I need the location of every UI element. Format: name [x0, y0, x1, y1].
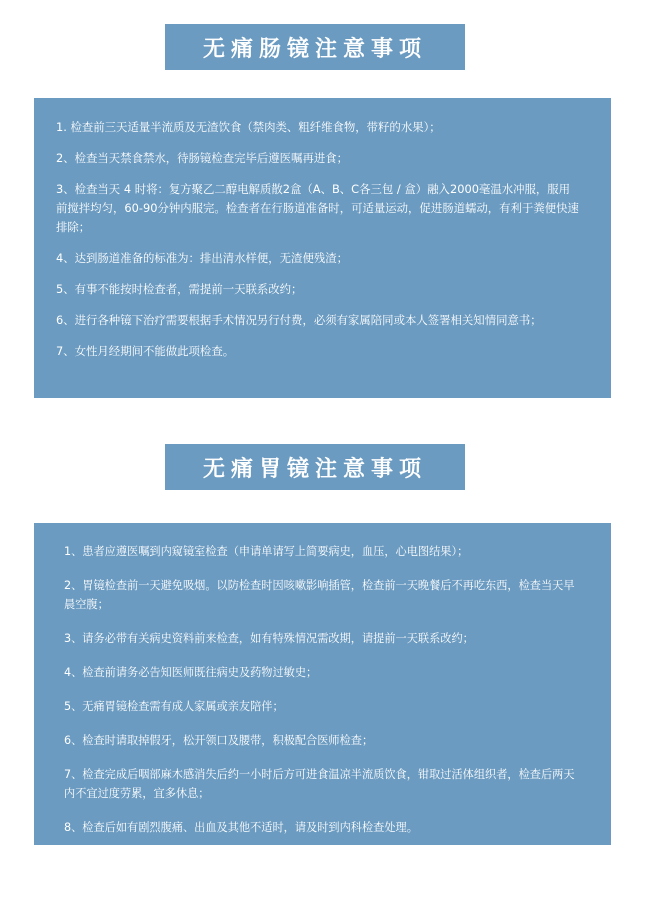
colonoscopy-item-2: 2、检查当天禁食禁水，待肠镜检查完毕后遵医嘱再进食；	[56, 151, 349, 165]
colonoscopy-item-6: 6、进行各种镜下治疗需要根据手术情况另行付费，必须有家属陪同或本人签署相关知情同意书；	[56, 313, 542, 327]
gastroscopy-notes-panel	[34, 523, 611, 845]
gastroscopy-item-8: 8、检查后如有剧烈腹痛、出血及其他不适时，请及时到内科检查处理。	[64, 821, 418, 834]
colonoscopy-notes-panel	[34, 98, 611, 398]
gastroscopy-item-5: 5、无痛胃镜检查需有成人家属或亲友陪伴；	[64, 700, 284, 713]
gastroscopy-item-4: 4、检查前请务必告知医师既往病史及药物过敏史；	[64, 666, 318, 679]
gastroscopy-item-6: 6、检查时请取掉假牙，松开领口及腰带，积极配合医师检查；	[64, 734, 374, 747]
gastroscopy-item-3: 3、请务必带有关病史资料前来检查，如有特殊情况需改期，请提前一天联系改约；	[64, 632, 474, 645]
colonoscopy-title: 无痛肠镜注意事项	[165, 24, 465, 70]
gastroscopy-item-7: 7、检查完成后咽部麻木感消失后约一小时后方可进食温凉半流质饮食，钳取过活体组织者，检查后两天内不宜过度劳累，宜多休息；	[64, 768, 575, 800]
colonoscopy-item-5: 5、有事不能按时检查者，需提前一天联系改约；	[56, 282, 303, 296]
colonoscopy-item-7: 7、女性月经期间不能做此项检查。	[56, 344, 235, 358]
gastroscopy-item-2: 2、胃镜检查前一天避免吸烟。以防检查时因咳嗽影响插管，检查前一天晚餐后不再吃东西，检查当天早晨空腹；	[64, 579, 575, 611]
gastroscopy-title: 无痛胃镜注意事项	[165, 444, 465, 490]
colonoscopy-item-1: 1. 检查前三天适量半流质及无渣饮食（禁肉类、粗纤维食物，带籽的水果）；	[56, 120, 441, 134]
colonoscopy-item-3: 3、检查当天 4 时将：复方聚乙二醇电解质散2盒（A、B、C各三包 / 盒）融入2000毫温水冲服，服用前搅拌均匀，60-90分钟内服完。检查者在行肠道准备时，可适量运动，促进肠道蠕动，有利于粪便快速排除；	[56, 182, 579, 234]
gastroscopy-item-1: 1、患者应遵医嘱到内窥镜室检查（申请单请写上简要病史，血压，心电图结果）；	[64, 545, 469, 558]
colonoscopy-item-4: 4、达到肠道准备的标准为：排出清水样便，无渣便残渣；	[56, 251, 349, 265]
